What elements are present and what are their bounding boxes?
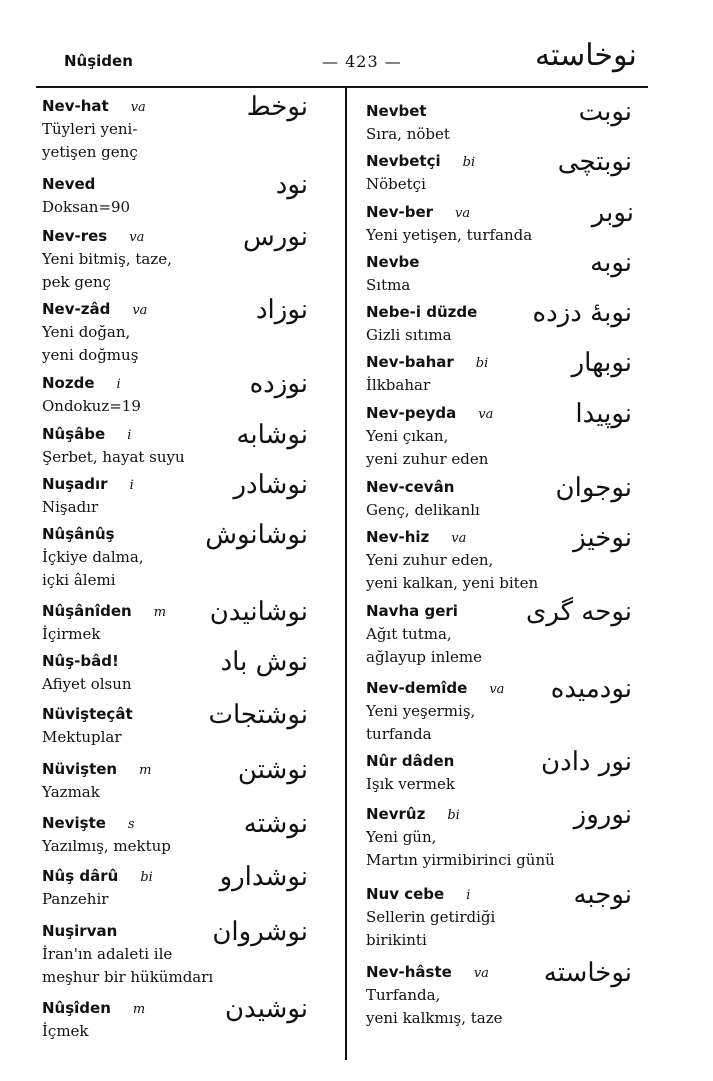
entry-headword: Nev-ber [366, 203, 434, 221]
entry-pos: va [455, 206, 471, 221]
entry-definition: ağlayup inleme [366, 648, 483, 666]
entry-headword: Nuv cebe [366, 885, 445, 903]
entry-headword: Neved [42, 175, 96, 193]
entry-headword: Nozde [42, 374, 95, 392]
entry-arabic: نود [275, 170, 308, 200]
entry-arabic: نودمیده [550, 674, 632, 704]
dictionary-entry [42, 369, 312, 418]
entry-definition: Yazmak [42, 783, 100, 801]
entry-pos: va [130, 100, 146, 115]
entry-definition: Ondokuz=19 [42, 397, 141, 415]
entry-definition: İçkiye dalma, [42, 548, 144, 566]
entry-headword: Nevbet [366, 102, 427, 120]
entry-pos: va [132, 303, 148, 318]
dictionary-entry [366, 800, 636, 872]
entry-definition: Tüyleri yeni- [42, 120, 138, 138]
dictionary-entry [366, 523, 636, 595]
dictionary-entry [366, 958, 636, 1030]
entry-pos: va [478, 407, 494, 422]
dictionary-entry [42, 809, 312, 858]
entry-arabic: نوجوان [555, 473, 632, 503]
entry-pos: bi [140, 870, 153, 885]
entry-headword: Nûş-bâd! [42, 652, 119, 670]
entry-arabic: نوزده [249, 369, 308, 399]
entry-pos: bi [462, 155, 476, 170]
entry-headword: Nev-demîde [366, 679, 468, 697]
dictionary-entry [42, 917, 362, 989]
entry-arabic: نوشانوش [205, 520, 308, 550]
dictionary-entry [366, 747, 636, 796]
entry-arabic: نوخاسته [543, 958, 632, 988]
running-head-arabic: نوخاسته [535, 38, 637, 73]
entry-definition: Sıtma [366, 276, 411, 294]
entry-arabic: نوحه گری [525, 597, 632, 627]
entry-headword: Nûr dâden [366, 752, 455, 770]
entry-definition: Turfanda, [366, 986, 441, 1004]
dictionary-entry [42, 700, 312, 749]
entry-definition: yeni doğmuş [42, 346, 139, 364]
entry-pos: m [153, 605, 167, 620]
entry-arabic: نوخط [246, 92, 308, 122]
entry-headword: Nûşîden [42, 999, 111, 1017]
entry-pos: m [132, 1002, 146, 1017]
entry-definition: pek genç [42, 273, 111, 291]
entry-arabic: نوشانیدن [209, 597, 308, 627]
dictionary-entry [366, 597, 636, 669]
entry-arabic: نوشابه [236, 420, 308, 450]
dictionary-entry [366, 473, 636, 522]
entry-arabic: نوزاد [255, 295, 308, 325]
entry-arabic: نوش باد [220, 647, 308, 677]
dictionary-entry [42, 420, 312, 469]
entry-definition: Nöbetçi [366, 175, 426, 193]
entry-headword: Nevişte [42, 814, 106, 832]
entry-definition: içki âlemi [42, 571, 116, 589]
entry-arabic: نوشادر [233, 470, 308, 500]
entry-headword: Nev-bahar [366, 353, 454, 371]
entry-pos: s [127, 817, 135, 832]
entry-arabic: نوروز [573, 800, 632, 830]
entry-definition: meşhur bir hükümdarı [42, 968, 214, 986]
entry-definition: İçmek [42, 1022, 89, 1040]
entry-arabic: نوخیز [573, 523, 632, 553]
entry-headword: Nüvişteçât [42, 705, 133, 723]
entry-headword: Nûşânîden [42, 602, 132, 620]
entry-definition: yeni zuhur eden [366, 450, 489, 468]
entry-definition: Şerbet, hayat suyu [42, 448, 185, 466]
dictionary-entry [366, 248, 636, 297]
dictionary-entry [366, 198, 636, 247]
entry-arabic: نوبهٔ دزده [532, 298, 632, 328]
entry-pos: i [466, 888, 471, 903]
entry-headword: Nuşadır [42, 475, 108, 493]
entry-arabic: نور دادن [541, 747, 632, 777]
entry-definition: Yeni yeşermiş, [366, 702, 476, 720]
running-head: Nûşiden [64, 52, 133, 70]
entry-definition: Yeni yetişen, turfanda [366, 226, 533, 244]
entry-definition: Mektuplar [42, 728, 122, 746]
entry-pos: m [139, 763, 152, 778]
dictionary-entry [42, 647, 312, 696]
entry-definition: Yazılmış, mektup [42, 837, 171, 855]
page-header [0, 38, 713, 80]
entry-arabic: نوپیدا [575, 399, 632, 429]
dictionary-entry [42, 994, 312, 1043]
entry-definition: Afiyet olsun [42, 675, 132, 693]
dictionary-entry [42, 755, 312, 804]
entry-definition: Doksan=90 [42, 198, 131, 216]
entry-headword: Nevbe [366, 253, 420, 271]
entry-arabic: نوبهار [571, 348, 632, 378]
entry-arabic: نورس [243, 222, 308, 252]
dictionary-entry [42, 295, 312, 367]
entry-definition: Panzehir [42, 890, 109, 908]
entry-definition: turfanda [366, 725, 432, 743]
entry-definition: Yeni çıkan, [366, 427, 449, 445]
entry-pos: i [127, 428, 132, 443]
entry-definition: Sıra, nöbet [366, 125, 450, 143]
entry-arabic: نوشدارو [219, 862, 308, 892]
entry-pos: va [489, 682, 505, 697]
entry-pos: bi [475, 356, 489, 371]
entry-definition: Genç, delikanlı [366, 501, 480, 519]
entry-pos: va [451, 531, 467, 546]
entry-pos: i [116, 377, 121, 392]
entry-headword: Nev-cevân [366, 478, 455, 496]
dictionary-entry [42, 170, 312, 219]
entry-headword: Nev-hâste [366, 963, 452, 981]
entry-arabic: نوبر [591, 198, 634, 228]
entry-arabic: نوبتچی [557, 147, 632, 177]
entry-arabic: نوبت [578, 97, 632, 127]
entry-headword: Nev-hat [42, 97, 109, 115]
entry-headword: Nuşirvan [42, 922, 118, 940]
entry-definition: Gizli sıtıma [366, 326, 452, 344]
dictionary-entry [366, 147, 636, 196]
entry-pos: va [473, 966, 489, 981]
entry-pos: i [129, 478, 134, 493]
entry-arabic: نوجبه [573, 880, 632, 910]
dictionary-entry [366, 674, 636, 746]
entry-headword: Nevbetçi [366, 152, 441, 170]
entry-arabic: نوشیدن [224, 994, 308, 1024]
column-divider [345, 88, 347, 1060]
dictionary-entry [42, 520, 312, 592]
entry-definition: yeni kalkan, yeni biten [366, 574, 539, 592]
dictionary-entry [366, 880, 636, 952]
entry-definition: yetişen genç [42, 143, 138, 161]
entry-headword: Nûşâbe [42, 425, 106, 443]
entry-arabic: نوبه [590, 248, 632, 278]
entry-definition: Nişadır [42, 498, 99, 516]
entry-definition: İran'ın adaleti ile [42, 945, 173, 963]
dictionary-entry [366, 298, 636, 347]
dictionary-entry [42, 470, 312, 519]
entry-definition: Martın yirmibirinci günü [366, 851, 555, 869]
dictionary-entry [42, 862, 312, 911]
entry-headword: Nûş dârû [42, 867, 119, 885]
entry-headword: Nüvişten [42, 760, 118, 778]
entry-definition: Sellerin getirdiği [366, 908, 496, 926]
entry-headword: Nebe-i düzde [366, 303, 478, 321]
page-number: — 423 — [322, 52, 402, 71]
dictionary-entry [366, 348, 636, 397]
entry-definition: İlkbahar [366, 376, 431, 394]
entry-headword: Nev-zâd [42, 300, 111, 318]
entry-arabic: نوشته [243, 809, 308, 839]
entry-definition: İçirmek [42, 625, 101, 643]
dictionary-entry [366, 97, 636, 146]
entry-arabic: نوشروان [212, 917, 308, 947]
entry-definition: Yeni bitmiş, taze, [42, 250, 172, 268]
entry-pos: bi [447, 808, 460, 823]
dictionary-entry [366, 399, 636, 471]
entry-headword: Nev-peyda [366, 404, 457, 422]
entry-pos: va [129, 230, 145, 245]
entry-headword: Nevrûz [366, 805, 426, 823]
entry-headword: Navha geri [366, 602, 458, 620]
entry-arabic: نوشتجات [208, 700, 308, 730]
entry-definition: Yeni doğan, [42, 323, 131, 341]
entry-definition: birikinti [366, 931, 427, 949]
entry-arabic: نوشتن [237, 755, 308, 785]
entry-headword: Nev-hiz [366, 528, 430, 546]
dictionary-entry [42, 92, 312, 164]
entry-definition: yeni kalkmış, taze [366, 1009, 503, 1027]
entry-headword: Nev-res [42, 227, 108, 245]
entry-definition: Yeni zuhur eden, [366, 551, 494, 569]
dictionary-entry [42, 222, 312, 294]
entry-definition: Yeni gün, [366, 828, 437, 846]
dictionary-entry [42, 597, 312, 646]
entry-headword: Nûşânûş [42, 525, 115, 543]
header-rule [36, 86, 648, 88]
entry-definition: Ağıt tutma, [366, 625, 452, 643]
entry-definition: Işık vermek [366, 775, 455, 793]
